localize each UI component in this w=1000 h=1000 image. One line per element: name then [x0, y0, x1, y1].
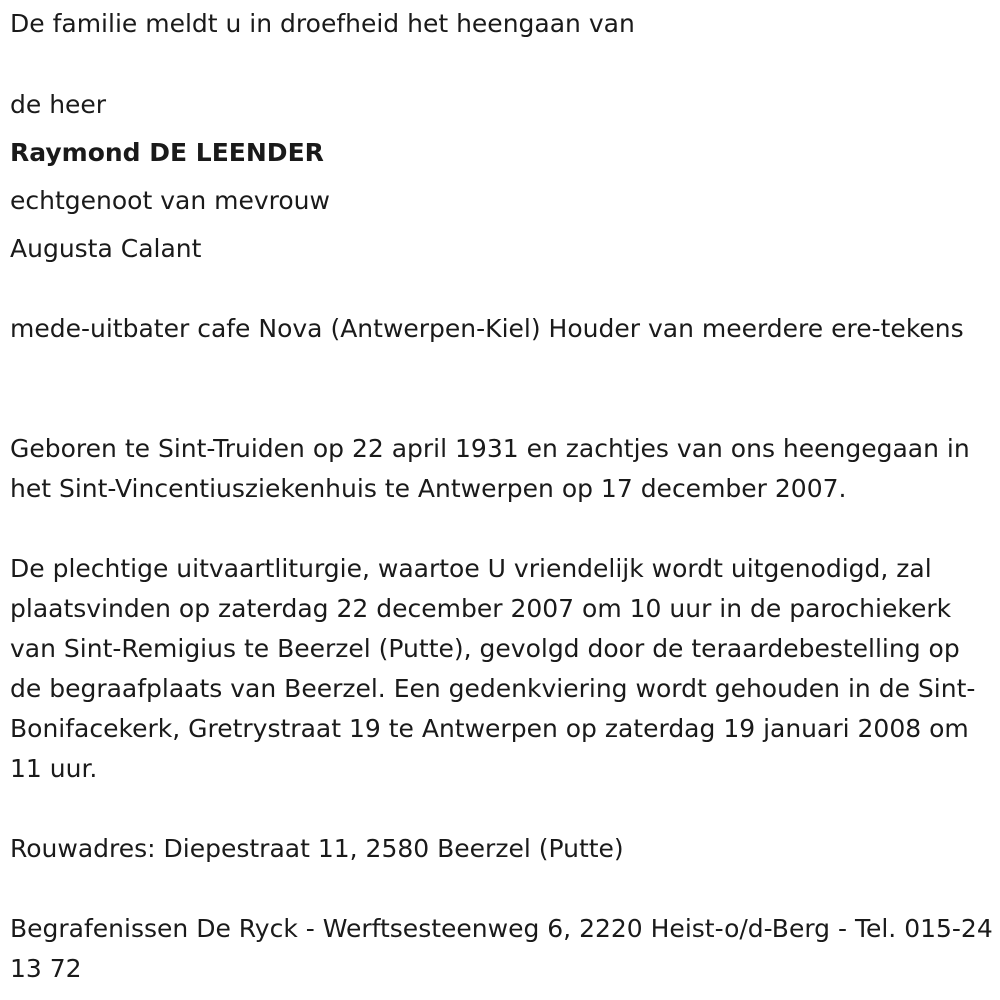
intro-text: De familie meldt u in droefheid het heengaan van [10, 9, 635, 38]
deceased-name: Raymond DE LEENDER [10, 138, 324, 167]
funeral-home-paragraph: Begrafenissen De Ryck - Werftsesteenweg 6, 2220 Heist-o/d-Berg - Tel. 015-24 13 72 [10, 914, 993, 983]
spouse-line: echtgenoot van mevrouw [10, 186, 330, 215]
spouse-name: Augusta Calant [10, 234, 202, 263]
mourning-address: Rouwadres: Diepestraat 11, 2580 Beerzel (Putte) [10, 834, 624, 863]
ceremony-paragraph: De plechtige uitvaartliturgie, waartoe U vriendelijk wordt uitgenodigd, zal plaatsvinden op zaterdag 22 december 2007 om 10 uur in de parochiekerk van Sint-Remigius te Beerzel (Putte), gevolgd door de teraardebestelling op de begraafplaats van Beerzel. Een gedenkviering wordt gehouden in de Sint-Bonifacekerk, Gretrystraat 19 te Antwerpen op zaterdag 19 januari 2008 om 11 uur. [10, 554, 976, 783]
title-prefix: de heer [10, 90, 107, 119]
birth-death-paragraph: Geboren te Sint-Truiden op 22 april 1931 en zachtjes van ons heengegaan in het Sint-Vincentiusziekenhuis te Antwerpen op 17 december 2007. [10, 434, 970, 503]
occupation-paragraph: mede-uitbater cafe Nova (Antwerpen-Kiel) Houder van meerdere ere-tekens [10, 314, 964, 343]
